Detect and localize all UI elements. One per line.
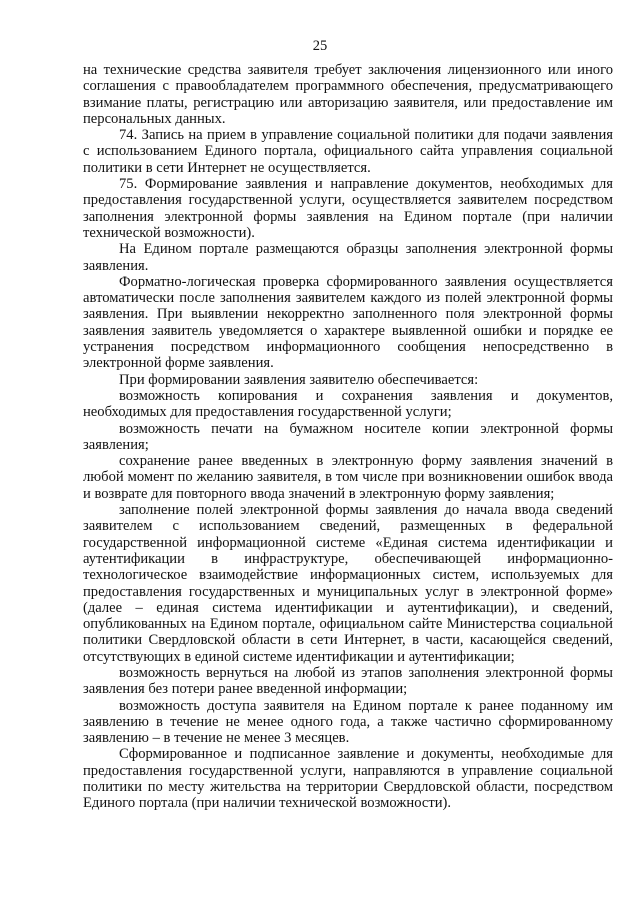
document-body (83, 62, 613, 812)
list-item-copy-save: возможность копирования и сохранения заявления и документов, необходимых для предоставления государственной услуги; (83, 387, 613, 421)
list-item-print: возможность печати на бумажном носителе копии электронной формы заявления; (83, 420, 613, 453)
paragraph-format-check: Форматно-логическая проверка сформированного заявления осуществляется автоматически после заполнения заявителем каждого из полей электронной формы заявления. При выявлении некорректно заполненного поля электронной формы заявления заявитель уведомляется о характере выявленной ошибки и порядке ее устранения посредством информационного сообщения непосредственно в электронной форме заявления. (83, 273, 613, 372)
list-item-return-step: возможность вернуться на любой из этапов заполнения электронной формы заявления без потери ранее введенной информации; (83, 664, 613, 698)
list-item-autofill: заполнение полей электронной формы заявления до начала ввода сведений заявителем с использованием сведений, размещенных в федеральной государственной информационной системе «Единая система идентификации и аутентификации в инфраструктуре, обеспечивающей информационно-технологическое взаимодействие информационных систем, используемых для предоставления государственных и муниципальных услуг в электронной форме» (далее – единая система идентификации и аутентификации), и сведений, опубликованных на Едином портале, официальном сайте Министерства социальной политики Свердловской области в сети Интернет, в части, касающейся сведений, отсутствующих в единой системе идентификации и аутентификации; (83, 502, 613, 665)
list-item-save-values: сохранение ранее введенных в электронную форму заявления значений в любой момент по желанию заявителя, в том числе при возникновении ошибок ввода и возврате для повторного ввода значений в электронную форму заявления; (83, 453, 613, 502)
paragraph-submission: Сформированное и подписанное заявление и документы, необходимые для предоставления государственной услуги, направляются в управление социальной политики по месту жительства на территории Свердловской области, посредством Единого портала (при наличии технической возможности). (83, 746, 613, 812)
paragraph-provided-intro: При формировании заявления заявителю обеспечивается: (119, 371, 479, 388)
paragraph-74: 74. Запись на прием в управление социальной политики для подачи заявления с использованием Единого портала, официального сайта управления социальной политики в сети Интернет не осуществляется. (83, 127, 613, 176)
page-number: 25 (312, 38, 328, 54)
paragraph-75: 75. Формирование заявления и направление документов, необходимых для предоставления государственной услуги, осуществляется заявителем посредством заполнения электронной формы заявления на Едином портале (при наличии технической возможности). (83, 176, 613, 241)
paragraph-continuation: на технические средства заявителя требует заключения лицензионного или иного соглашения с правообладателем программного обеспечения, предусматривающего взимание платы, регистрацию или авторизацию заявителя, или предоставление им персональных данных. (83, 62, 613, 127)
paragraph-samples: На Едином портале размещаются образцы заполнения электронной формы заявления. (83, 241, 613, 274)
list-item-access-history: возможность доступа заявителя на Едином портале к ранее поданному им заявлению в течение не менее одного года, а также частично сформированному заявлению – в течение не менее 3 месяцев. (83, 697, 613, 747)
